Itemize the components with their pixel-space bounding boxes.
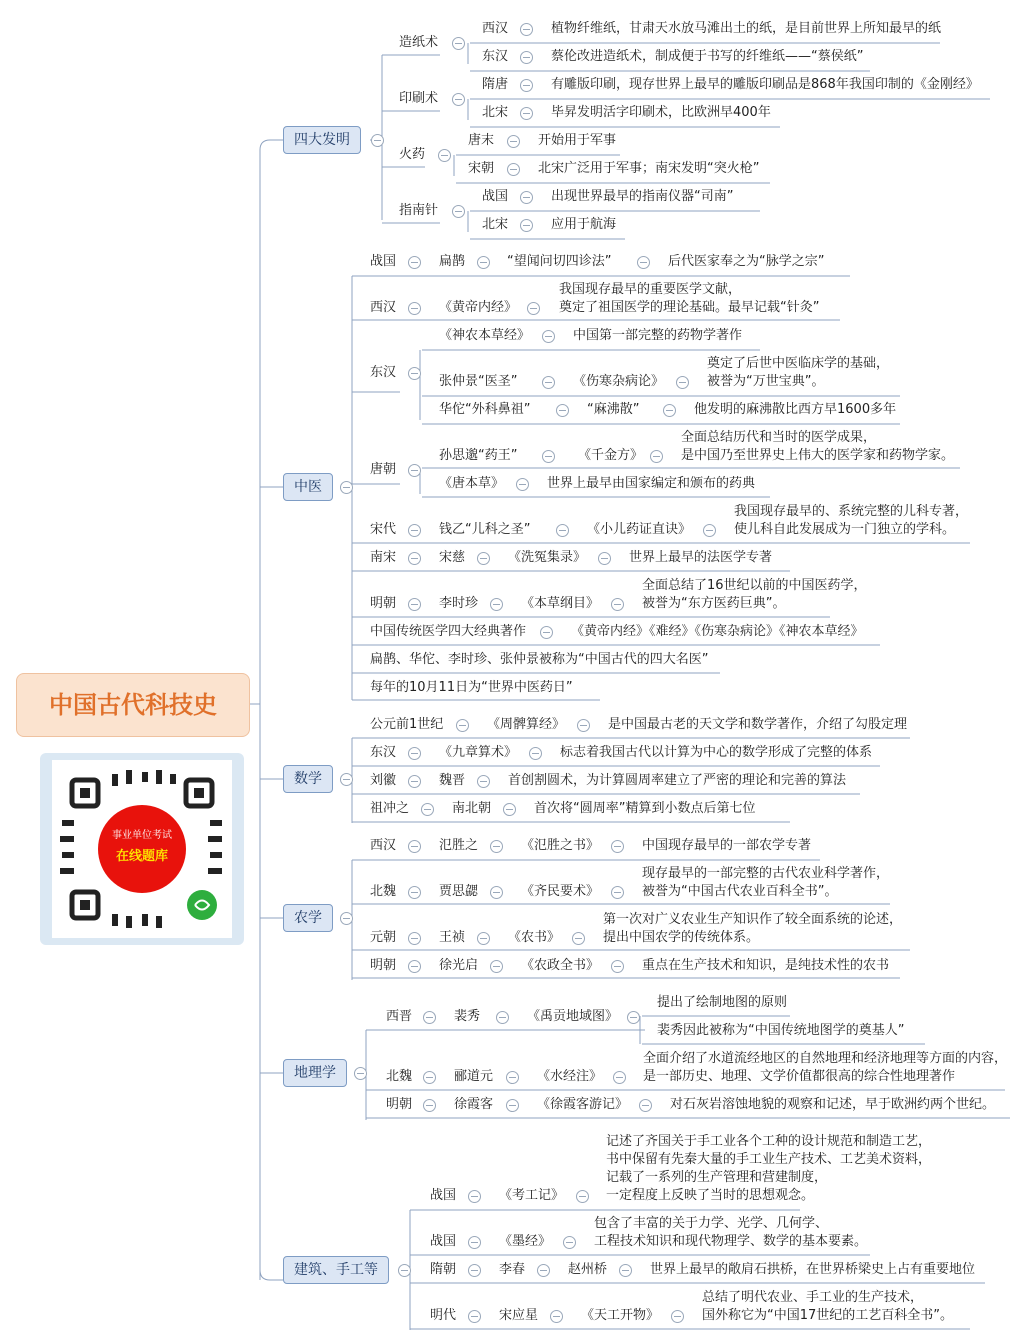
collapse-icon[interactable] — [598, 552, 611, 565]
era: 西汉 — [370, 300, 397, 315]
work: 赵州桥 — [568, 1262, 608, 1277]
collapse-icon[interactable] — [611, 840, 624, 853]
desc: 开始用于军事 — [538, 133, 617, 148]
collapse-icon[interactable] — [468, 1310, 481, 1323]
collapse-icon[interactable] — [371, 134, 384, 147]
era: 西汉 — [482, 21, 509, 36]
collapse-icon[interactable] — [520, 51, 533, 64]
person: 徐光启 — [439, 958, 479, 973]
collapse-icon[interactable] — [340, 481, 353, 494]
work: 《齐民要术》 — [521, 884, 600, 899]
person: 孙思邈“药王” — [439, 448, 518, 463]
desc: 后代医家奉之为“脉学之宗” — [668, 254, 825, 269]
collapse-icon[interactable] — [408, 367, 421, 380]
person: 裴秀 — [454, 1009, 481, 1024]
collapse-icon[interactable] — [650, 450, 663, 463]
era: 宋代 — [370, 522, 397, 537]
era: 北魏 — [370, 884, 397, 899]
collapse-icon[interactable] — [639, 1099, 652, 1112]
work: 《千金方》 — [578, 448, 644, 463]
desc: 对石灰岩溶蚀地貌的观察和记述，早于欧洲约两个世纪。 — [670, 1097, 996, 1112]
desc: 北宋广泛用于军事；南宋发明“突火枪” — [538, 161, 760, 176]
work: 《洗冤集录》 — [508, 550, 587, 565]
work: 《唐本草》 — [439, 476, 505, 491]
work: 《徐霞客游记》 — [537, 1097, 629, 1112]
era: 元朝 — [370, 930, 397, 945]
desc: 奠定了后世中医临床学的基础， — [707, 356, 890, 371]
sub: 南北朝 — [452, 801, 492, 816]
collapse-icon[interactable] — [542, 450, 555, 463]
work: 《九章算术》 — [439, 745, 518, 760]
qr-caption-line2: 在线题库 — [115, 849, 168, 864]
era: 祖冲之 — [370, 801, 410, 816]
desc: 裴秀因此被称为“中国传统地图学的奠基人” — [657, 1023, 905, 1038]
desc: 记载了一系列的生产管理和营建制度， — [606, 1170, 828, 1185]
collapse-icon[interactable] — [452, 205, 465, 218]
desc: 世界上最早由国家编定和颁布的药典 — [547, 476, 756, 491]
collapse-icon[interactable] — [496, 1011, 509, 1024]
era: 战国 — [430, 1188, 457, 1203]
sub: 魏晋 — [439, 773, 466, 788]
desc: 应用于航海 — [551, 217, 617, 232]
collapse-icon[interactable] — [468, 1264, 481, 1277]
desc: 第一次对广义农业生产知识作了较全面系统的论述， — [603, 912, 903, 927]
node-compass[interactable]: 指南针 — [399, 203, 439, 218]
collapse-icon[interactable] — [520, 23, 533, 36]
era: 明朝 — [386, 1097, 413, 1112]
era: 明朝 — [370, 596, 397, 611]
era: 战国 — [370, 254, 397, 269]
node-papermaking[interactable]: 造纸术 — [399, 35, 439, 50]
collapse-icon[interactable] — [423, 1099, 436, 1112]
era: 隋唐 — [482, 77, 509, 92]
era: 明朝 — [370, 958, 397, 973]
desc: 全面介绍了水道流经地区的自然地理和经济地理等方面的内容， — [643, 1051, 1008, 1066]
collapse-icon[interactable] — [619, 1264, 632, 1277]
collapse-icon[interactable] — [520, 219, 533, 232]
desc: 现存最早的一部完整的古代农业科学著作， — [642, 866, 890, 881]
work: 《神农本草经》 — [439, 328, 531, 343]
collapse-icon[interactable] — [516, 478, 529, 491]
collapse-icon[interactable] — [563, 1236, 576, 1249]
desc: 出现世界最早的指南仪器“司南” — [551, 189, 734, 204]
desc: 中国第一部完整的药物学著作 — [573, 328, 743, 343]
collapse-icon[interactable] — [556, 524, 569, 537]
desc: 全面总结了16世纪以前的中国医药学， — [642, 578, 867, 593]
collapse-icon[interactable] — [340, 912, 353, 925]
collapse-icon[interactable] — [490, 598, 503, 611]
desc: 世界上最早的法医学专著 — [629, 550, 773, 565]
work: 《墨经》 — [499, 1234, 552, 1249]
desc: 我国现存最早的重要医学文献， — [559, 282, 742, 297]
desc: 我国现存最早的、系统完整的儿科专著， — [734, 504, 969, 519]
collapse-icon[interactable] — [354, 1067, 367, 1080]
collapse-icon[interactable] — [408, 960, 421, 973]
collapse-icon[interactable] — [507, 163, 520, 176]
collapse-icon[interactable] — [408, 552, 421, 565]
desc: 工程技术知识和现代物理学、数学的基本要素。 — [594, 1234, 868, 1249]
collapse-icon[interactable] — [477, 552, 490, 565]
desc: 一定程度上反映了当时的思想观念。 — [606, 1188, 815, 1203]
work: 《黄帝内经》 — [439, 300, 518, 315]
collapse-icon[interactable] — [671, 1310, 684, 1323]
desc: 蔡伦改进造纸术，制成便于书写的纤维纸——“蔡侯纸” — [551, 49, 864, 64]
desc: 是中国乃至世界史上伟大的医学家和药物学家。 — [681, 448, 955, 463]
era: 东汉 — [370, 365, 397, 380]
work: 《伤寒杂病论》 — [573, 374, 665, 389]
person: 王祯 — [439, 930, 466, 945]
collapse-icon[interactable] — [506, 1071, 519, 1084]
desc: 被誉为“中国古代农业百科全书”。 — [642, 884, 838, 899]
work: 《天工开物》 — [581, 1308, 660, 1323]
desc: 毕昇发明活字印刷术，比欧洲早400年 — [551, 105, 771, 120]
era: 西晋 — [386, 1009, 413, 1024]
collapse-icon[interactable] — [408, 747, 421, 760]
label: 每年的10月11日为“世界中医药日” — [370, 680, 573, 695]
era: 刘徽 — [370, 773, 397, 788]
collapse-icon[interactable] — [676, 376, 689, 389]
work: 《禹贡地域图》 — [527, 1009, 619, 1024]
collapse-icon[interactable] — [398, 1264, 411, 1277]
node-printing[interactable]: 印刷术 — [399, 91, 439, 106]
collapse-icon[interactable] — [421, 803, 434, 816]
collapse-icon[interactable] — [408, 302, 421, 315]
desc: 是中国最古老的天文学和数学著作，介绍了勾股定理 — [608, 717, 908, 732]
collapse-icon[interactable] — [468, 1190, 481, 1203]
desc: 书中保留有先秦大量的手工业生产技术、工艺美术资料， — [606, 1152, 932, 1167]
branch-four-inventions[interactable]: 四大发明 — [283, 126, 361, 154]
collapse-icon[interactable] — [542, 330, 555, 343]
node-gunpowder[interactable]: 火药 — [399, 147, 426, 162]
desc: 《黄帝内经》《难经》《伤寒杂病论》《神农本草经》 — [571, 624, 864, 639]
branch-math[interactable]: 数学 — [283, 765, 333, 793]
person: 李春 — [499, 1262, 526, 1277]
collapse-icon[interactable] — [627, 1011, 640, 1024]
collapse-icon[interactable] — [477, 775, 490, 788]
collapse-icon[interactable] — [408, 775, 421, 788]
collapse-icon[interactable] — [408, 256, 421, 269]
person: 郦道元 — [454, 1069, 494, 1084]
person: 张仲景“医圣” — [439, 374, 518, 389]
collapse-icon[interactable] — [468, 1236, 481, 1249]
era: 战国 — [430, 1234, 457, 1249]
collapse-icon[interactable] — [423, 1071, 436, 1084]
collapse-icon[interactable] — [527, 302, 540, 315]
desc: 总结了明代农业、手工业的生产技术， — [702, 1290, 924, 1305]
person: 宋慈 — [439, 550, 466, 565]
era: 南宋 — [370, 550, 397, 565]
collapse-icon[interactable] — [490, 960, 503, 973]
label: 中国传统医学四大经典著作 — [370, 624, 527, 639]
work: 《小儿药证直诀》 — [587, 522, 692, 537]
era: 北宋 — [482, 105, 509, 120]
collapse-icon[interactable] — [408, 464, 421, 477]
collapse-icon[interactable] — [572, 932, 585, 945]
collapse-icon[interactable] — [507, 135, 520, 148]
collapse-icon[interactable] — [408, 840, 421, 853]
era: 宋朝 — [468, 161, 495, 176]
qr-caption-line1: 事业单位考试 — [112, 830, 172, 841]
era: 明代 — [430, 1308, 457, 1323]
collapse-icon[interactable] — [611, 960, 624, 973]
work: “麻沸散” — [587, 402, 640, 417]
desc: 记述了齐国关于手工业各个工种的设计规范和制造工艺， — [606, 1134, 932, 1149]
collapse-icon[interactable] — [408, 932, 421, 945]
era: 北宋 — [482, 217, 509, 232]
era: 公元前1世纪 — [370, 717, 444, 732]
branch-medicine[interactable]: 中医 — [283, 473, 333, 501]
desc: 他发明的麻沸散比西方早1600多年 — [694, 402, 897, 417]
desc: 全面总结历代和当时的医学成果， — [681, 430, 877, 445]
work: “望闻问切四诊法” — [507, 254, 612, 269]
collapse-icon[interactable] — [452, 37, 465, 50]
desc: 首创割圆术，为计算圆周率建立了严密的理论和完善的算法 — [508, 773, 847, 788]
desc: 是一部历史、地理、文学价值都很高的综合性地理著作 — [643, 1069, 956, 1084]
collapse-icon[interactable] — [537, 1264, 550, 1277]
desc: 使儿科自此发展成为一门独立的学科。 — [734, 522, 956, 537]
collapse-icon[interactable] — [663, 404, 676, 417]
desc: 国外称它为“中国17世纪的工艺百科全书”。 — [702, 1308, 954, 1323]
desc: 首次将“圆周率”精算到小数点后第七位 — [534, 801, 756, 816]
work: 《氾胜之书》 — [521, 838, 600, 853]
branch-architecture-craft[interactable]: 建筑、手工等 — [283, 1256, 389, 1284]
work: 《水经注》 — [537, 1069, 603, 1084]
person: 徐霞客 — [454, 1097, 494, 1112]
collapse-icon[interactable] — [542, 376, 555, 389]
collapse-icon[interactable] — [490, 840, 503, 853]
person: 李时珍 — [439, 596, 479, 611]
label: 扁鹊、华佗、李时珍、张仲景被称为“中国古代的四大名医” — [370, 652, 709, 667]
collapse-icon[interactable] — [550, 1310, 563, 1323]
branch-agriculture[interactable]: 农学 — [283, 904, 333, 932]
collapse-icon[interactable] — [438, 149, 451, 162]
collapse-icon[interactable] — [611, 886, 624, 899]
collapse-icon[interactable] — [423, 1011, 436, 1024]
person: 扁鹊 — [439, 254, 466, 269]
collapse-icon[interactable] — [408, 886, 421, 899]
era: 东汉 — [370, 745, 397, 760]
person: 钱乙“儿科之圣” — [439, 522, 531, 537]
collapse-icon[interactable] — [520, 79, 533, 92]
era: 战国 — [482, 189, 509, 204]
desc: 中国现存最早的一部农学专著 — [642, 838, 812, 853]
collapse-icon[interactable] — [490, 886, 503, 899]
collapse-icon[interactable] — [637, 256, 650, 269]
root-title[interactable]: 中国古代科技史 — [16, 673, 250, 737]
collapse-icon[interactable] — [408, 524, 421, 537]
work: 《农政全书》 — [521, 958, 600, 973]
collapse-icon[interactable] — [540, 626, 553, 639]
qr-code-image — [52, 760, 232, 938]
work: 《周髀算经》 — [487, 717, 566, 732]
branch-geography[interactable]: 地理学 — [283, 1059, 347, 1087]
collapse-icon[interactable] — [613, 1071, 626, 1084]
era: 北魏 — [386, 1069, 413, 1084]
era: 隋朝 — [430, 1262, 457, 1277]
desc: 提出了绘制地图的原则 — [657, 995, 788, 1010]
collapse-icon[interactable] — [611, 598, 624, 611]
collapse-icon[interactable] — [477, 256, 490, 269]
person: 华佗“外科鼻祖” — [439, 402, 531, 417]
collapse-icon[interactable] — [577, 719, 590, 732]
collapse-icon[interactable] — [452, 93, 465, 106]
desc: 世界上最早的敞肩石拱桥，在世界桥梁史上占有重要地位 — [650, 1262, 976, 1277]
collapse-icon[interactable] — [340, 773, 353, 786]
desc: 奠定了祖国医学的理论基础。最早记载“针灸” — [559, 300, 820, 315]
work: 《本草纲目》 — [521, 596, 600, 611]
collapse-icon[interactable] — [520, 107, 533, 120]
person: 宋应星 — [499, 1308, 539, 1323]
desc: 被誉为“东方医药巨典”。 — [642, 596, 786, 611]
desc: 被誉为“万世宝典”。 — [707, 374, 825, 389]
era: 西汉 — [370, 838, 397, 853]
collapse-icon[interactable] — [506, 1099, 519, 1112]
collapse-icon[interactable] — [703, 524, 716, 537]
person: 氾胜之 — [439, 838, 479, 853]
collapse-icon[interactable] — [556, 404, 569, 417]
person: 贾思勰 — [439, 884, 479, 899]
desc: 重点在生产技术和知识，是纯技术性的农书 — [642, 958, 890, 973]
desc: 植物纤维纸，甘肃天水放马滩出土的纸，是目前世界上所知最早的纸 — [551, 21, 942, 36]
collapse-icon[interactable] — [503, 803, 516, 816]
era: 唐末 — [468, 133, 495, 148]
collapse-icon[interactable] — [529, 747, 542, 760]
desc: 提出中国农学的传统体系。 — [603, 930, 760, 945]
desc: 有雕版印刷，现存世界上最早的雕版印刷品是868年我国印制的《金刚经》 — [551, 77, 979, 92]
collapse-icon[interactable] — [477, 932, 490, 945]
era: 东汉 — [482, 49, 509, 64]
desc: 包含了丰富的关于力学、光学、几何学、 — [594, 1216, 829, 1231]
desc: 标志着我国古代以计算为中心的数学形成了完整的体系 — [560, 745, 873, 760]
collapse-icon[interactable] — [456, 719, 469, 732]
collapse-icon[interactable] — [520, 191, 533, 204]
work: 《农书》 — [508, 930, 561, 945]
work: 《考工记》 — [499, 1188, 565, 1203]
era: 唐朝 — [370, 462, 397, 477]
collapse-icon[interactable] — [408, 598, 421, 611]
collapse-icon[interactable] — [576, 1190, 589, 1203]
